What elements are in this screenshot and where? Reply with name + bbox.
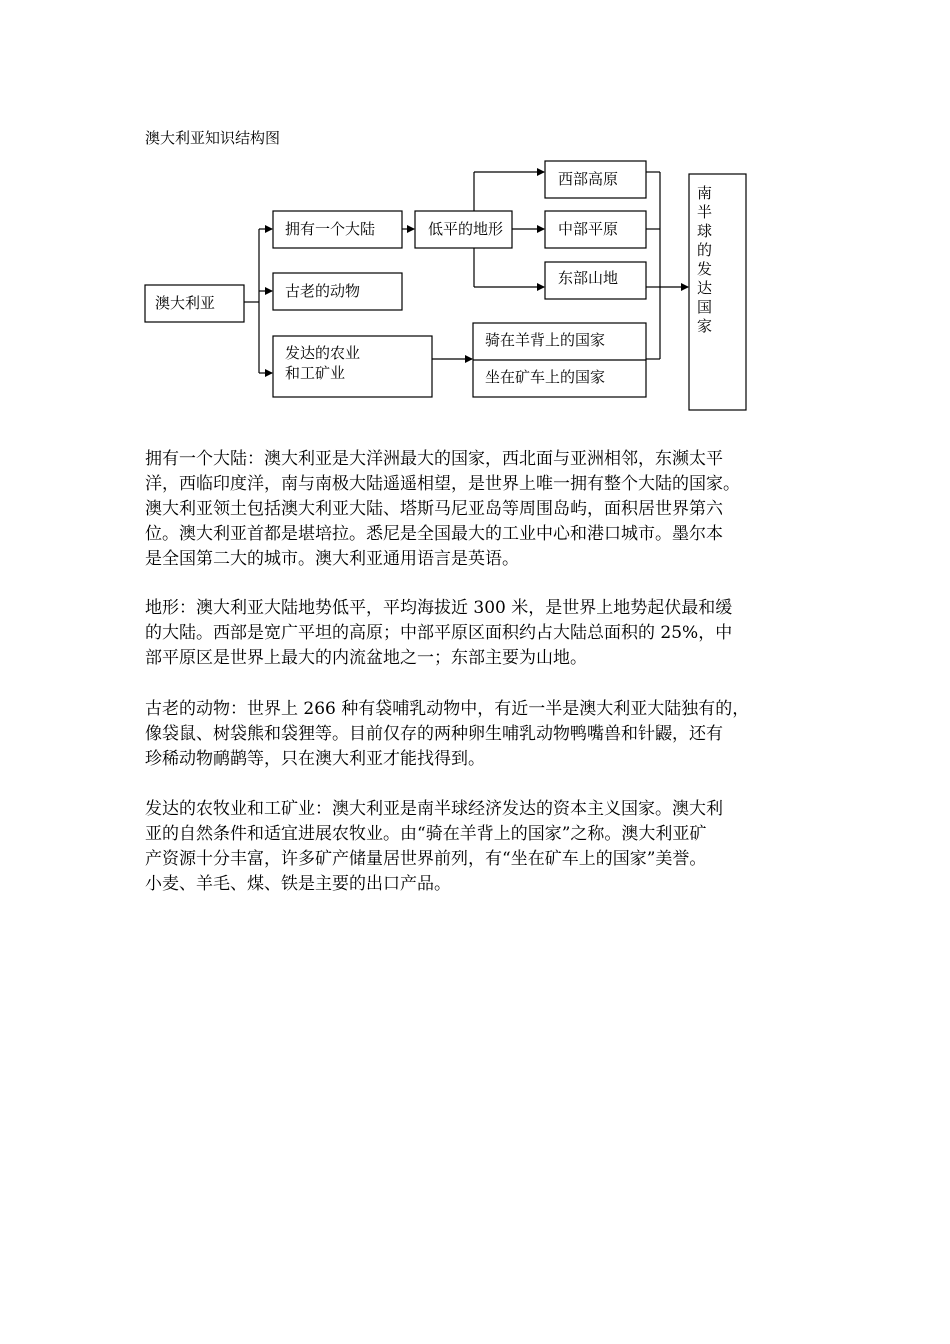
label-continent: 拥有一个大陆 — [285, 220, 376, 238]
knowledge-structure-diagram — [0, 0, 950, 420]
paragraph-animals: 古老的动物：世界上 266 种有袋哺乳动物中，有近一半是澳大利亚大陆独有的， 像袋鼠、树袋熊和袋狸等。目前仅存的两种卵生哺乳动物鸭嘴兽和针鼹，还有 珍稀动物鸸鹋等，只在澳大利亚才能找得到。 — [145, 699, 750, 769]
result-char: 国 — [697, 298, 713, 316]
paragraph-agriculture: 发达的农牧业和工矿业：澳大利亚是南半球经济发达的资本主义国家。澳大利 亚的自然条件和适宜进展农牧业。由“骑在羊背上的国家”之称。澳大利亚矿 产资源十分丰富，许多矿产储量居世界前列，有“坐在矿车上的国家”美誉。 小麦、羊毛、煤、铁是主要的出口产品。 — [145, 799, 723, 894]
label-terrain: 低平的地形 — [428, 220, 504, 238]
result-char: 半 — [697, 203, 713, 221]
result-char: 球 — [697, 222, 713, 240]
paragraph-continent: 拥有一个大陆：澳大利亚是大洋洲最大的国家，西北面与亚洲相邻，东濒太平 洋，西临印度洋，南与南极大陆遥遥相望，是世界上唯一拥有整个大陆的国家。 澳大利亚领土包括澳大利亚大陆、塔斯马尼亚岛等周围岛屿，面积居世界第六 位。澳大利亚首都是堪培拉。悉尼是全国最大的工业中心和港口城市。墨尔本 是全国第二大的城市。澳大利亚通用语言是英语。 — [145, 449, 740, 569]
label-mining: 坐在矿车上的国家 — [485, 368, 606, 386]
paragraph-terrain: 地形：澳大利亚大陆地势低平，平均海拔近 300 米，是世界上地势起伏最和缓 的大陆。西部是宽广平坦的高原；中部平原区面积约占大陆总面积的 25%，中 部平原区是世界上最大的内流盆地之一；东部主要为山地。 — [145, 598, 733, 668]
page-title: 澳大利亚知识结构图 — [145, 129, 281, 147]
label-agri-line2: 和工矿业 — [285, 364, 346, 382]
label-result-vertical — [697, 184, 712, 335]
diagram-boxes — [145, 161, 746, 410]
label-east: 东部山地 — [558, 269, 619, 287]
label-root: 澳大利亚 — [155, 294, 216, 312]
result-char: 发 — [697, 260, 713, 278]
label-sheep: 骑在羊背上的国家 — [485, 331, 606, 349]
label-west: 西部高原 — [558, 170, 619, 188]
result-char: 家 — [697, 317, 713, 335]
label-central: 中部平原 — [558, 220, 619, 238]
label-agri-line1: 发达的农业 — [285, 344, 361, 362]
result-char: 的 — [697, 241, 713, 259]
label-animals: 古老的动物 — [285, 282, 361, 300]
result-char: 南 — [697, 184, 713, 202]
result-char: 达 — [697, 279, 713, 297]
